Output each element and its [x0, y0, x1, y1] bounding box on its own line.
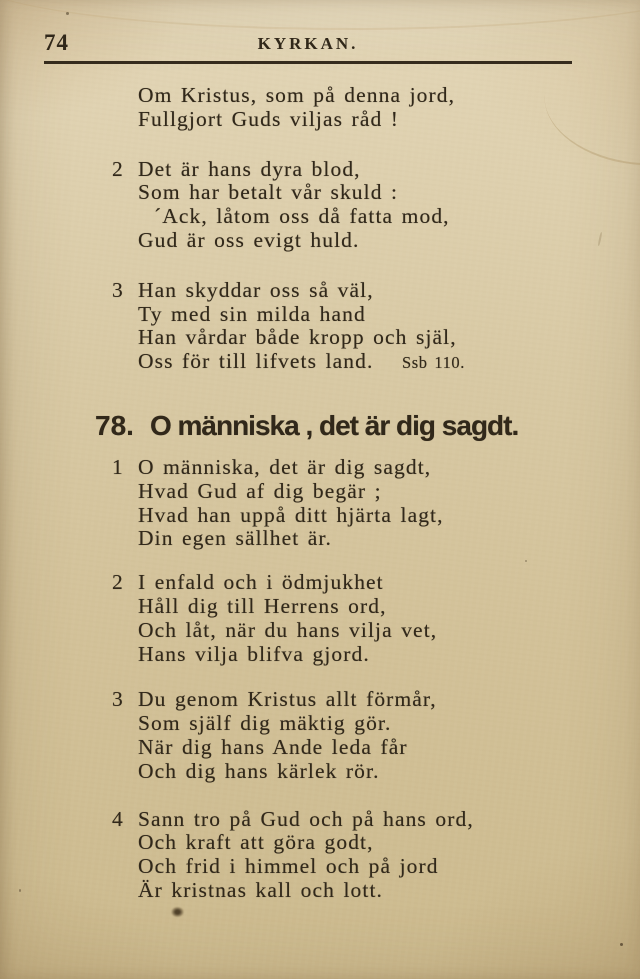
- verse-line: I enfald och i ödmjukhet: [138, 570, 384, 595]
- header-rule: [44, 61, 572, 64]
- verse-line: Håll dig till Herrens ord,: [138, 593, 387, 618]
- verse-line: Fullgjort Guds viljas råd !: [138, 106, 400, 131]
- verse-line: [138, 350, 640, 375]
- stanza: [0, 688, 640, 783]
- verse-line: Och låt, när du hans vilja vet,: [138, 617, 438, 642]
- verse-line: Hvad han uppå ditt hjärta lagt,: [138, 502, 444, 527]
- page-header: [44, 30, 572, 56]
- verse-line: Sann tro på Gud och på hans ord,: [138, 806, 474, 831]
- verse-line-text: Oss för till lifvets land.: [138, 349, 374, 374]
- verse-line: Hvad Gud af dig begär ;: [138, 478, 382, 503]
- paper-speck: [525, 560, 527, 562]
- stanza: [0, 456, 640, 551]
- paper-speck: [620, 943, 623, 946]
- page-number: 74: [44, 30, 69, 55]
- verse-line: Och dig hans kärlek rör.: [138, 758, 380, 783]
- stanza-number: 2: [112, 570, 124, 595]
- verse-line: Han vårdar både kropp och själ,: [138, 325, 457, 350]
- hymn-number: 78.: [95, 409, 134, 441]
- verse-line: Din egen sällhet är.: [138, 526, 332, 551]
- running-title: KYRKAN.: [257, 34, 359, 53]
- verse-line: O människa, det är dig sagdt,: [138, 454, 432, 479]
- verse-line: Du genom Kristus allt förmår,: [138, 687, 437, 712]
- ink-blot: [169, 905, 186, 919]
- verse-line: Hans vilja blifva gjord.: [138, 641, 370, 666]
- verse-line: Det är hans dyra blod,: [138, 156, 361, 181]
- stanza-number: 2: [112, 156, 124, 181]
- verse-line: Ty med sin milda hand: [138, 301, 366, 326]
- verse-line: Han skyddar oss så väl,: [138, 277, 374, 302]
- verse-line: När dig hans Ande leda får: [138, 734, 408, 759]
- stanza-continued: [0, 84, 640, 132]
- verse-line: Gud är oss evigt huld.: [138, 227, 360, 252]
- stanza-number: 3: [112, 687, 124, 712]
- hymn-heading: [95, 410, 640, 441]
- stanza: [0, 571, 640, 666]
- verse-line: ´Ack, låtom oss då fatta mod,: [154, 204, 450, 229]
- source-reference: Ssb 110.: [401, 353, 465, 373]
- verse-line: Och frid i himmel och på jord: [138, 854, 439, 879]
- paper-stain-wave: [0, 0, 640, 30]
- verse-line: Och kraft att göra godt,: [138, 830, 374, 855]
- verse-line: Som har betalt vår skuld :: [138, 180, 399, 205]
- stanza-number: 3: [112, 277, 124, 302]
- stanza: [0, 279, 640, 375]
- verse-line: Som själf dig mäktig gör.: [138, 711, 392, 736]
- stanza-number: 4: [112, 806, 124, 831]
- hymn-title: O människa , det är dig sagdt.: [149, 409, 519, 441]
- stanza: [0, 158, 640, 253]
- stanza: [0, 808, 640, 903]
- verse-line: Är kristnas kall och lott.: [138, 877, 383, 902]
- paper-speck: [66, 12, 69, 15]
- stanza-number: 1: [112, 454, 124, 479]
- verse-line: Om Kristus, som på denna jord,: [138, 83, 456, 107]
